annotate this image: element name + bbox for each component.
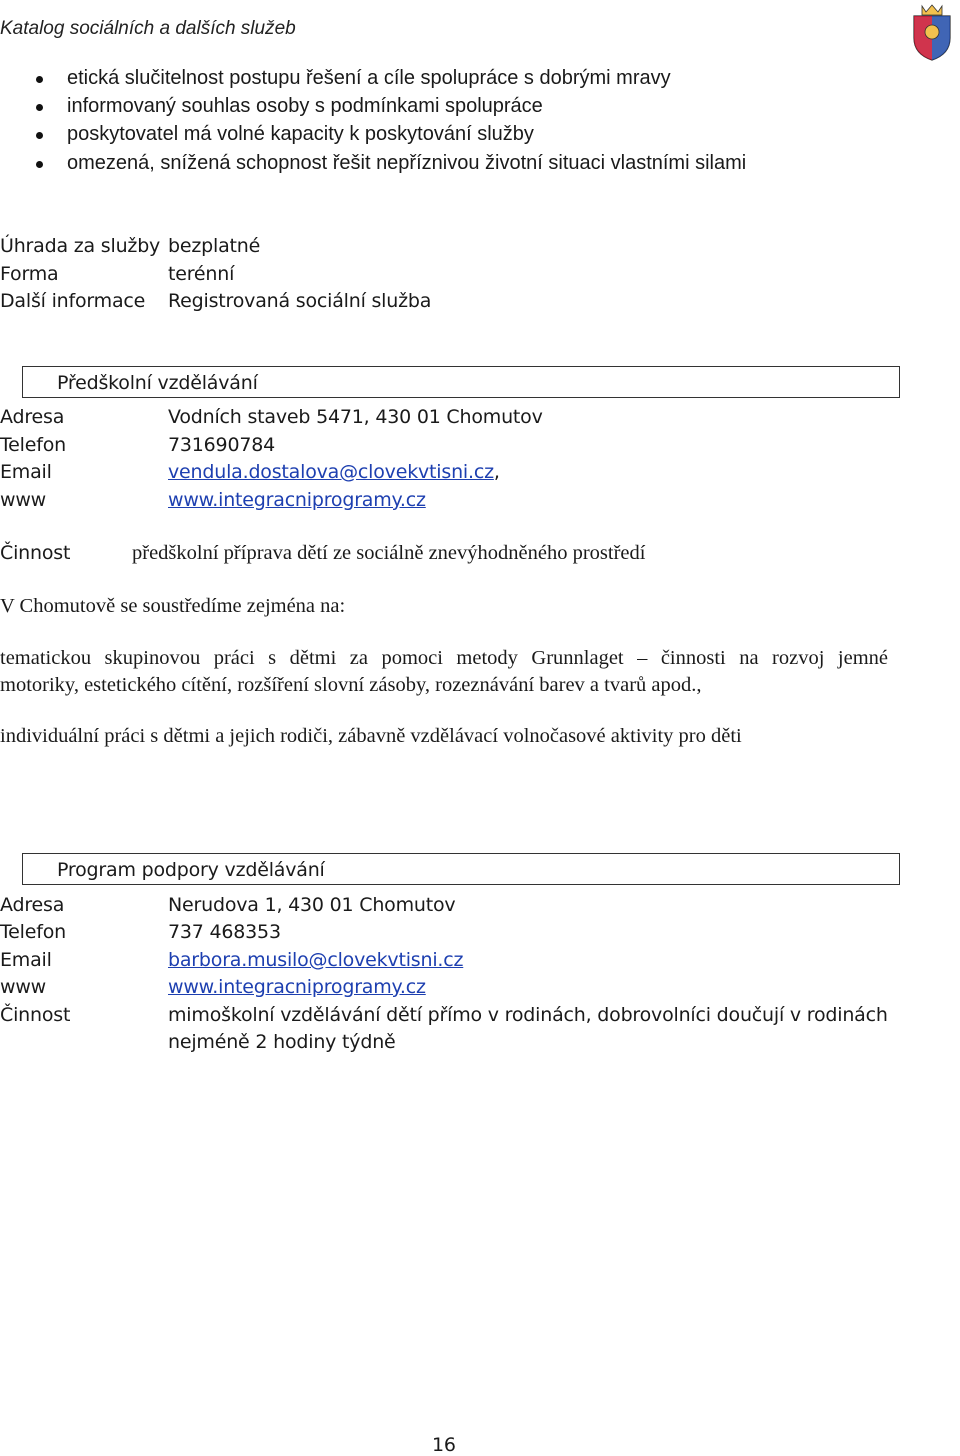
email-label: Email	[0, 461, 52, 483]
form-value: terénní	[168, 263, 235, 285]
activity-label: Činnost	[0, 542, 71, 564]
form-label: Forma	[0, 263, 59, 285]
coat-of-arms-icon	[908, 2, 956, 62]
phone-label: Telefon	[0, 434, 66, 456]
bullet-icon	[36, 76, 43, 83]
list-item: poskytovatel má volné kapacity k poskytování služby	[67, 123, 534, 145]
activity-value-continued: nejméně 2 hodiny týdně	[168, 1031, 396, 1053]
bullet-icon	[36, 161, 43, 168]
list-item: etická slučitelnost postupu řešení a cíle spolupráce s dobrými mravy	[67, 67, 671, 89]
activity-value: předškolní příprava dětí ze sociálně znevýhodněného prostředí	[132, 542, 646, 564]
address-value: Nerudova 1, 430 01 Chomutov	[168, 894, 456, 916]
www-link[interactable]: www.integracniprogramy.cz	[168, 489, 426, 511]
email-link[interactable]: barbora.musilo@clovekvtisni.cz	[168, 949, 464, 971]
section-title: Předškolní vzdělávání	[57, 372, 258, 394]
section-title-box	[22, 853, 900, 885]
focus-paragraph-line: motoriky, estetického cítění, rozšíření slovní zásoby, rozeznávání barev a tvarů apod.,	[0, 674, 702, 696]
address-label: Adresa	[0, 894, 65, 916]
info-value: Registrovaná sociální služba	[168, 290, 432, 312]
section-title-box	[22, 366, 900, 398]
focus-intro: V Chomutově se soustředíme zejména na:	[0, 595, 346, 617]
page-number: 16	[432, 1434, 456, 1456]
email-label: Email	[0, 949, 52, 971]
www-label: www	[0, 489, 47, 511]
info-label: Další informace	[0, 290, 146, 312]
bullet-icon	[36, 132, 43, 139]
email-separator: ,	[493, 461, 500, 483]
focus-paragraph: individuální práci s dětmi a jejich rodiči, zábavně vzdělávací volnočasové aktivity pro děti	[0, 725, 742, 747]
address-label: Adresa	[0, 406, 65, 428]
email-line	[168, 461, 500, 483]
bullet-icon	[36, 104, 43, 111]
payment-label: Úhrada za služby	[0, 235, 161, 257]
payment-value: bezplatné	[168, 235, 261, 257]
www-link[interactable]: www.integracniprogramy.cz	[168, 976, 426, 998]
section-title: Program podpory vzdělávání	[57, 859, 325, 881]
list-item: omezená, snížená schopnost řešit nepříznivou životní situaci vlastními silami	[67, 152, 747, 174]
phone-value: 731690784	[168, 434, 275, 456]
address-value: Vodních staveb 5471, 430 01 Chomutov	[168, 406, 543, 428]
activity-label: Činnost	[0, 1004, 71, 1026]
phone-value: 737 468353	[168, 921, 281, 943]
list-item: informovaný souhlas osoby s podmínkami spolupráce	[67, 95, 543, 117]
www-label: www	[0, 976, 47, 998]
email-link[interactable]: vendula.dostalova@clovekvtisni.cz	[168, 461, 494, 483]
header-title: Katalog sociálních a dalších služeb	[0, 18, 296, 39]
phone-label: Telefon	[0, 921, 66, 943]
focus-paragraph-line: tematickou skupinovou práci s dětmi za pomoci metody Grunnlaget – činnosti na rozvoj jemné	[0, 647, 888, 669]
activity-value: mimoškolní vzdělávání dětí přímo v rodinách, dobrovolníci doučují v rodinách	[168, 1004, 888, 1026]
